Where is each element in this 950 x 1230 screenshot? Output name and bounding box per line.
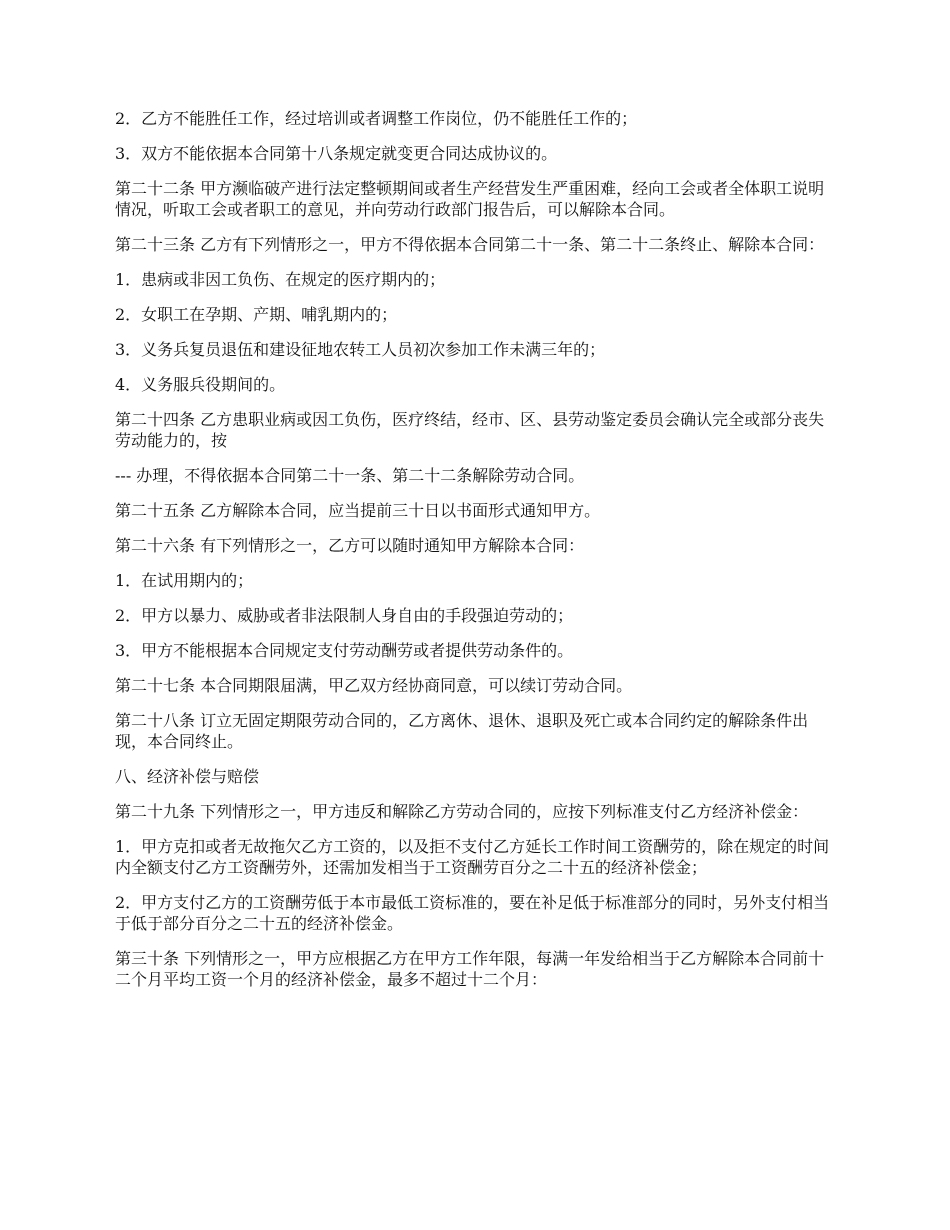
- paragraph: 第二十六条 有下列情形之一，乙方可以随时通知甲方解除本合同：: [115, 536, 585, 555]
- paragraph: 第二十九条 下列情形之一，甲方违反和解除乙方劳动合同的，应按下列标准支付乙方经济补偿金：: [115, 802, 809, 821]
- paragraph: 第二十二条 甲方濒临破产进行法定整顿期间或者生产经营发生严重困难，经向工会或者全体职工说明情况，听取工会或者职工的意见，并向劳动行政部门报告后，可以解除本合同。: [115, 179, 825, 219]
- paragraph: 3．双方不能依据本合同第十八条规定就变更合同达成协议的。: [115, 144, 558, 163]
- paragraph: 2．甲方以暴力、威胁或者非法限制人身自由的手段强迫劳动的；: [115, 606, 574, 625]
- paragraph: 1．甲方克扣或者无故拖欠乙方工资的，以及拒不支付乙方延长工作时间工资酬劳的，除在规定的时间内全额支付乙方工资酬劳外，还需加发相当于工资酬劳百分之二十五的经济补偿金；: [115, 837, 830, 877]
- paragraph: 3．义务兵复员退伍和建设征地农转工人员初次参加工作未满三年的；: [115, 340, 606, 359]
- paragraph: 第二十八条 订立无固定期限劳动合同的，乙方离休、退休、退职及死亡或本合同约定的解除条件出现，本合同终止。: [115, 711, 809, 751]
- paragraph: 1．患病或非因工负伤、在规定的医疗期内的；: [115, 270, 446, 289]
- paragraph: 2．甲方支付乙方的工资酬劳低于本市最低工资标准的，要在补足低于标准部分的同时，另外支付相当于低于部分百分之二十五的经济补偿金。: [115, 893, 830, 933]
- paragraph: 第二十七条 本合同期限届满，甲乙双方经协商同意，可以续订劳动合同。: [115, 676, 633, 695]
- paragraph: 第二十五条 乙方解除本合同，应当提前三十日以书面形式通知甲方。: [115, 501, 601, 520]
- paragraph: 第三十条 下列情形之一，甲方应根据乙方在甲方工作年限，每满一年发给相当于乙方解除本合同前十二个月平均工资一个月的经济补偿金，最多不超过十二个月：: [115, 949, 825, 989]
- paragraph: 4．义务服兵役期间的。: [115, 375, 286, 394]
- section-heading: 八、经济补偿与赔偿: [115, 767, 260, 786]
- paragraph: 1．在试用期内的；: [115, 571, 254, 590]
- document-body: [115, 108, 840, 1004]
- paragraph: 第二十三条 乙方有下列情形之一，甲方不得依据本合同第二十一条、第二十二条终止、解除本合同：: [115, 235, 825, 254]
- paragraph: 第二十四条 乙方患职业病或因工负伤，医疗终结，经市、区、县劳动鉴定委员会确认完全或部分丧失劳动能力的，按: [115, 410, 825, 450]
- paragraph: 2．乙方不能胜任工作，经过培训或者调整工作岗位，仍不能胜任工作的；: [115, 109, 638, 128]
- paragraph: 2．女职工在孕期、产期、哺乳期内的；: [115, 305, 398, 324]
- paragraph: --- 办理，不得依据本合同第二十一条、第二十二条解除劳动合同。: [115, 466, 585, 485]
- paragraph: 3．甲方不能根据本合同规定支付劳动酬劳或者提供劳动条件的。: [115, 641, 574, 660]
